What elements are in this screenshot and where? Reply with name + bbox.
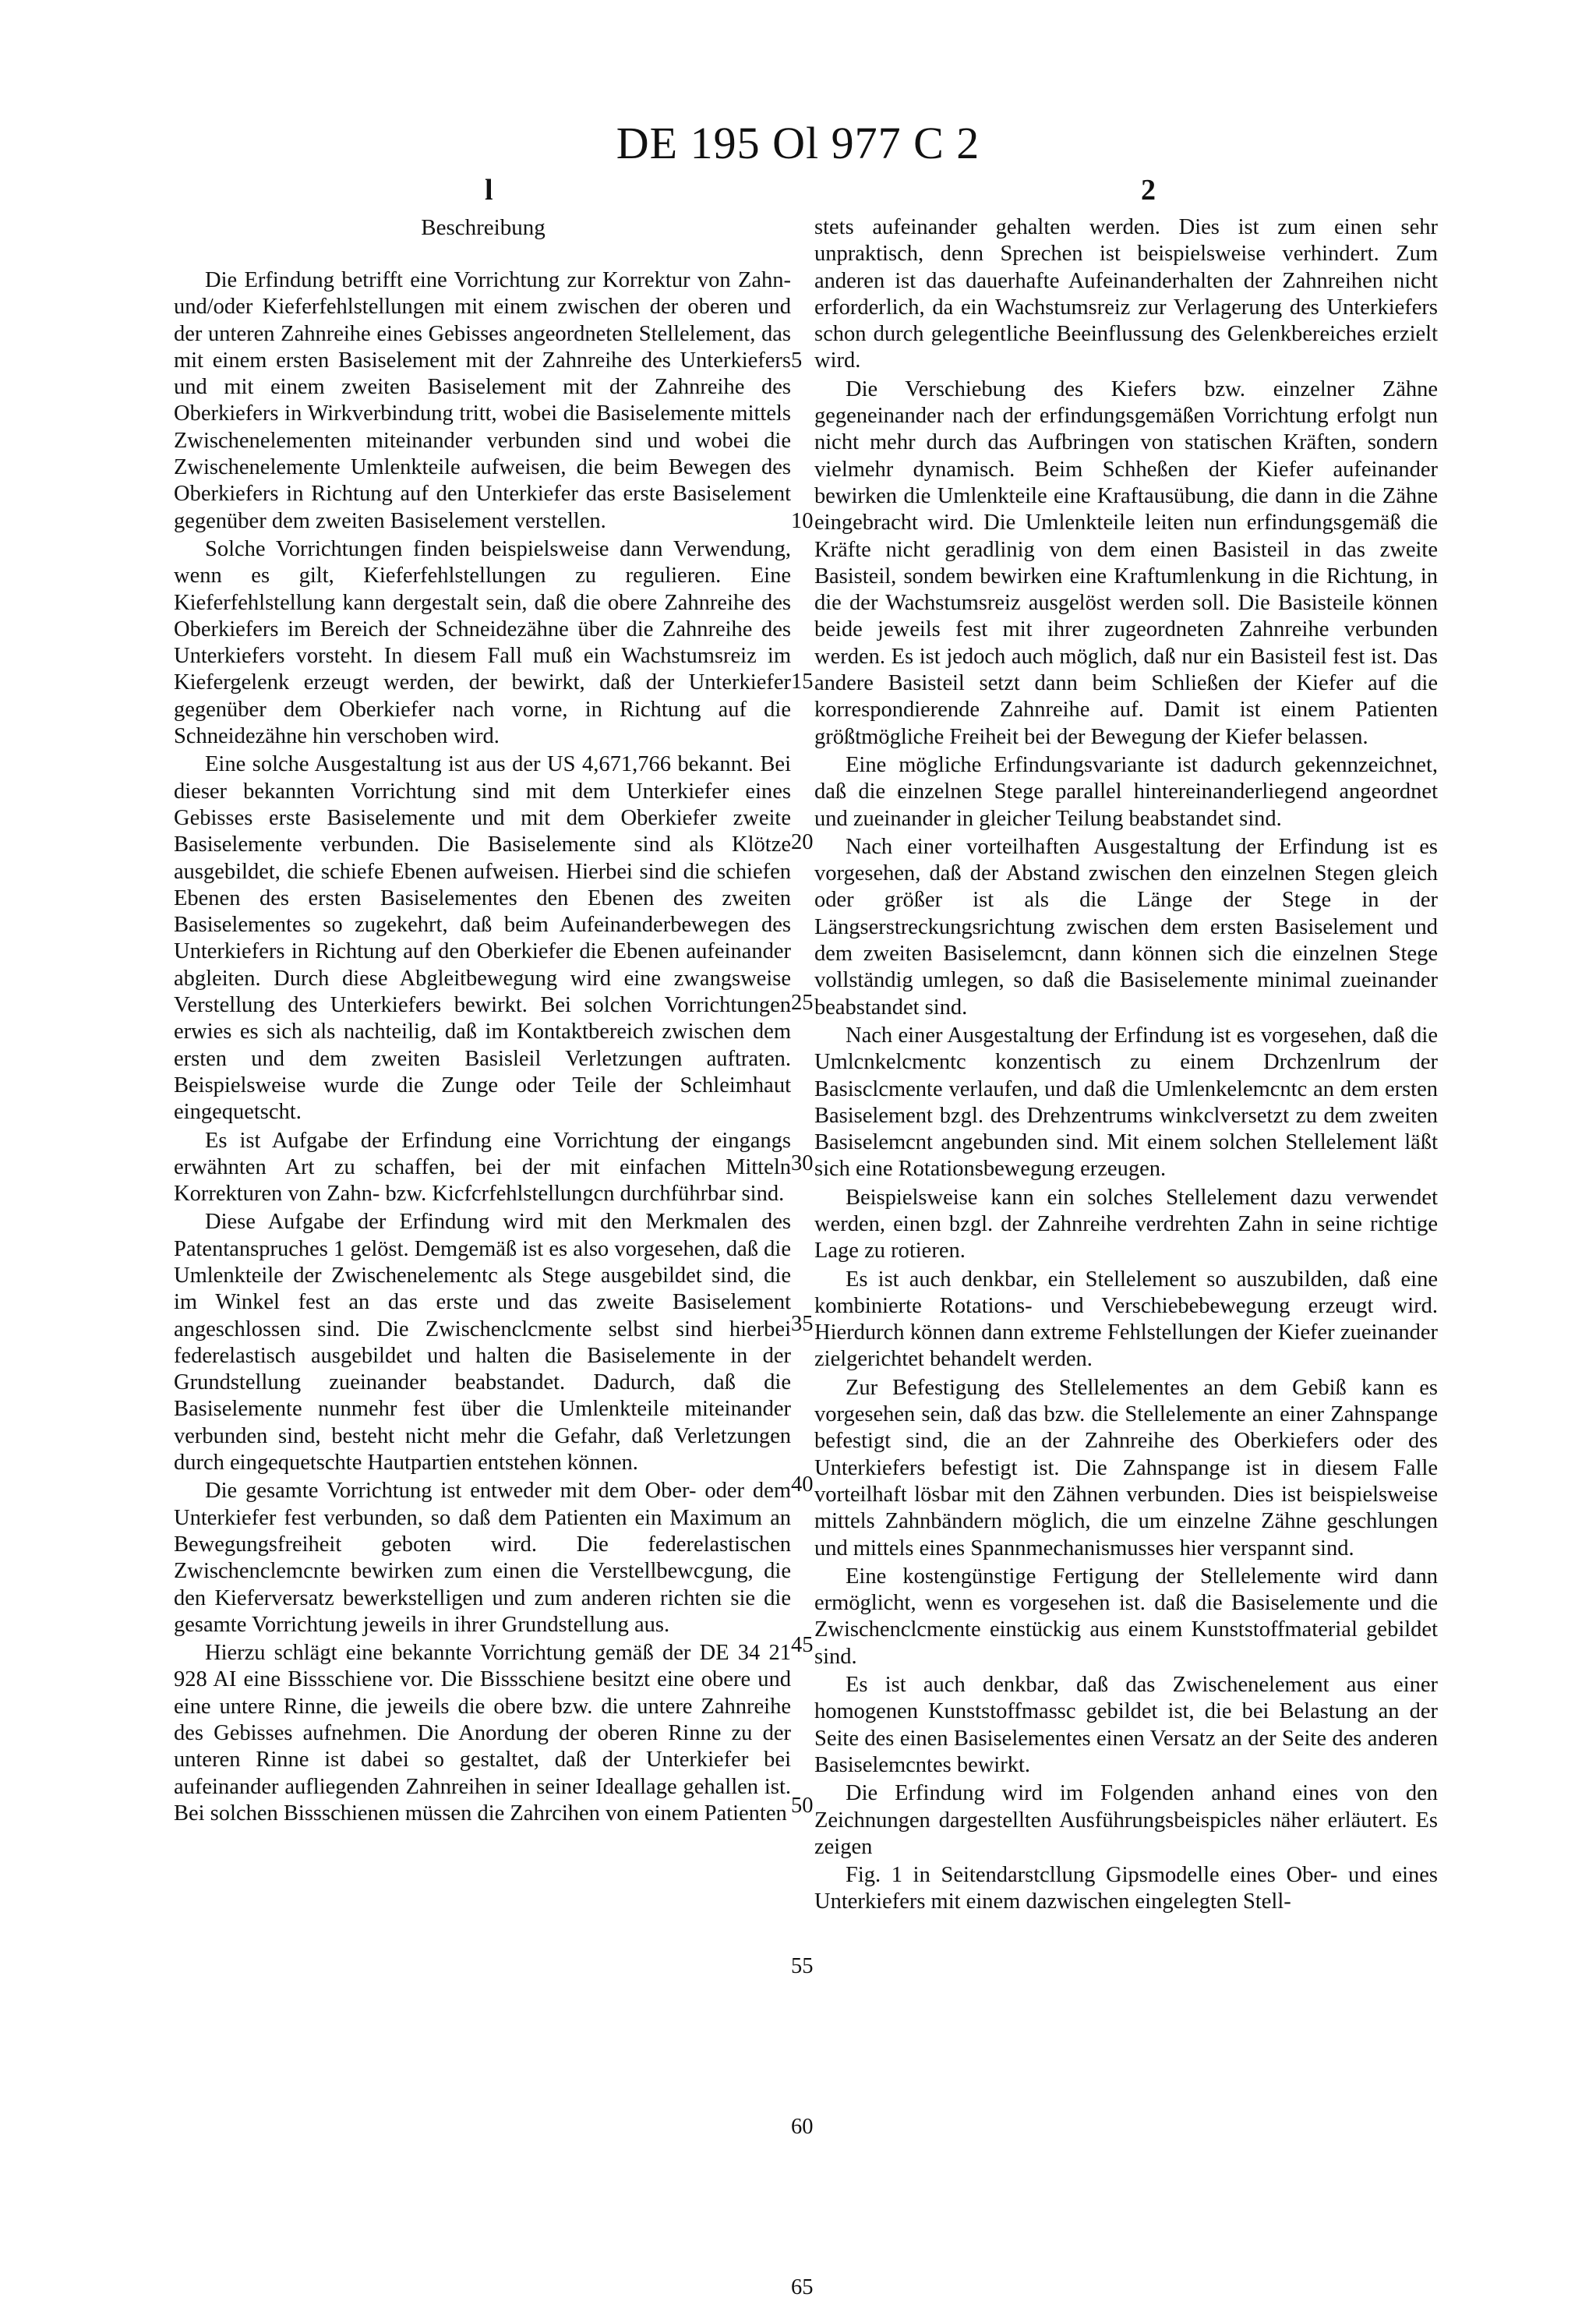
left-text-column [174,267,791,1829]
paragraph: Hierzu schlägt eine bekannte Vorrichtung gemäß der DE 34 21 928 AI eine Bissschiene vor. Die Bissschiene besitzt eine obere und eine untere Rinne, die jeweils die obere bzw. die untere Zahnreihe des Gebisses aufnehmen. Die Anordung der oberen Rinne zu der unteren Rinne ist dabei so gestaltet, daß der Unterkiefer bei aufeinander aufliegenden Zahnreihen in seiner Ideallage gehallen ist. Bei solchen Bissschienen müssen die Zahrcihen von einem Patienten [174,1641,791,1826]
paragraph: Beispielsweise kann ein solches Stellelement dazu verwendet werden, einen bzgl. der Zahnreihe verdrehten Zahn in seine richtige Lage zu rotieren. [814,1185,1438,1264]
line-number: 35 [791,1312,814,1336]
paragraph: Diese Aufgabe der Erfindung wird mit den Merkmalen des Patentanspruches 1 gelöst. Demgemäß ist es also vorgesehen, daß die Umlenkteile der Zwischenelementc als Stege ausgebildet sind, die im Winkel fest an das erste und das zweite Basiselement angeschlossen sind. Die Zwischenclcmente selbst sind hierbei federelastisch ausgebildet und halten die Basiselemente in der Grundstellung zueinander beabstandet. Dadurch, daß die Basiselemente nunmehr fest über die Umlenkteile miteinander verbunden sind, besteht nicht mehr die Gefahr, daß Verletzungen durch eingequetschte Hautpartien entstehen können. [174,1210,791,1476]
paragraph: Zur Befestigung des Stellelementes an dem Gebiß kann es vorgesehen sein, daß das bzw. die Stellelemente an einer Zahnspange befestigt sind, die an der Zahnreihe des Oberkiefers oder des Unterkiefers befestigt ist. Die Zahnspange ist in diesem Falle vorteilhaft lösbar mit den Zähnen verbunden. Dies ist beispielsweise mittels Zahnbändern möglich, die um einzelne Zähne geschlungen und mittels eines Spannmechanismusses hier verspannt sind. [814,1375,1438,1561]
paragraph: Nach einer vorteilhaften Ausgestaltung der Erfindung ist es vorgesehen, daß der Abstand zwischen den einzelnen Stegen gleich oder größer ist als die Länge der Stege in der Längserstreckungsrichtung zwischen dem ersten Basiselement und dem zweiten Basiselemcnt, dann können sich die einzelnen Stege vollständig umlegen, so daß die Basiselemente minimal zueinander beabstandet sind. [814,834,1438,1020]
paragraph: Die Verschiebung des Kiefers bzw. einzelner Zähne gegeneinander nach der erfindungsgemäßen Vorrichtung erfolgt nun nicht mehr durch das Aufbringen von statischen Kräften, sondern vielmehr dynamisch. Beim Schheßen der Kiefer aufeinander bewirken die Umlenkteile eine Kraftausübung, die dann in die Zähne eingebracht wird. Die Umlenkteile leiten nun erfindungsgemäß die Kräfte nicht geradlinig von dem einen Basisteil in das zweite Basisteil, sondem bewirken eine Kraftumlenkung in die Richtung, in die der Wachstumsreiz ausgelöst werden soll. Die Basisteile können beide jeweils fest mit ihrer zugeordneten Zahnreihe verbunden werden. Es ist jedoch auch möglich, daß nur ein Basisteil fest ist. Das andere Basisteil setzt dann beim Schließen der Kiefer auf die korrespondierende Zahnreihe auf. Damit ist einem Patienten größtmögliche Freiheit bei der Bewegung der Kiefer belassen. [814,376,1438,749]
paragraph: Die Erfindung betrifft eine Vorrichtung zur Korrektur von Zahn- und/oder Kieferfehlstellungen mit einem zwischen der oberen und der unteren Zahnreihe eines Gebisses angeordneten Stellelement, das mit einem ersten Basiselement mit der Zahnreihe des Unterkiefers und mit einem zweiten Basiselement mit der Zahnreihe des Oberkiefers in Wirkverbindung tritt, wobei die Basiselemente mittels Zwischenelementen miteinander verbunden sind und wobei die Zwischenelemente Umlenkteile aufweisen, die beim Bewegen des Oberkiefers in Richtung auf den Unterkiefer das erste Basiselement gegenüber dem zweiten Basiselement verstellen. [174,268,791,533]
line-number: 30 [791,1151,814,1175]
line-number: 65 [791,2275,814,2299]
right-column-number: 2 [1141,174,1156,207]
line-number: 55 [791,1954,814,1978]
paragraph: Es ist Aufgabe der Erfindung eine Vorrichtung der eingangs erwähnten Art zu schaffen, bei der mit einfachen Mitteln Korrekturen von Zahn- bzw. Kicfcrfehlstellungcn durchführbar sind. [174,1128,791,1207]
line-number: 60 [791,2115,814,2139]
paragraph: Eine solche Ausgestaltung ist aus der US 4,671,766 bekannt. Bei dieser bekannten Vorrichtung sind mit dem Unterkiefer eines Gebisses erste Basiselemente und mit dem Oberkiefer zweite Basiselemente verbunden. Die Basiselemente sind als Klötze ausgebildet, die schiefe Ebenen aufweisen. Hierbei sind die schiefen Ebenen des ersten Basiselementes den Ebenen des zweiten Basiselementes so zugekehrt, daß beim Aufeinanderbewegen des Unterkiefers in Richtung auf den Oberkiefer die Ebenen aufeinander abgleiten. Durch diese Abgleitbewegung wird eine zwangsweise Verstellung des Unterkiefers bewirkt. Bei solchen Vorrichtungen erwies es sich als nachteilig, daß im Kontaktbereich zwischen dem ersten und dem zweiten Basisleil Verletzungen auftraten. Beispielsweise wurde die Zunge oder Teile der Schleimhaut eingequetscht. [174,752,791,1125]
line-number: 45 [791,1633,814,1657]
paragraph: Nach einer Ausgestaltung der Erfindung ist es vorgesehen, daß die Umlcnkelcmentc konzentisch zu einem Drchzenlrum der Basisclcmente verlaufen, und daß die Umlenkelemcntc an dem ersten Basiselement bzgl. des Drehzentrums winkclversetzt zu dem zweiten Basiselemcnt angebunden sind. Mit einem solchen Stellelement läßt sich eine Rotationsbewegung erzeugen. [814,1023,1438,1182]
paragraph: Es ist auch denkbar, daß das Zwischenelement aus einer homogenen Kunststoffmassc gebildet ist, die bei Belastung an der Seite des einen Basiselementes einen Versatz an der Seite des anderen Basiselemcntes bewirkt. [814,1673,1438,1777]
document-number: DE 195 Ol 977 C 2 [616,118,980,168]
paragraph: Solche Vorrichtungen finden beispielsweise dann Verwendung, wenn es gilt, Kieferfehlstellungen zu regulieren. Eine Kieferfehlstellung kann dergestalt sein, daß die obere Zahnreihe des Oberkiefers im Bereich der Schneidezähne über die Zahnreihe des Unterkiefers vorsteht. In diesem Fall muß ein Wachstumsreiz im Kiefergelenk erzeugt werden, der bewirkt, daß der Unterkiefer gegenüber dem Oberkiefer nach vorne, in Richtung auf die Schneidezähne hin verschoben wird. [174,536,791,749]
paragraph: Die gesamte Vorrichtung ist entweder mit dem Ober- oder dem Unterkiefer fest verbunden, so daß dem Patienten ein Maximum an Bewegungsfreiheit geboten wird. Die federelastischen Zwischenclemcnte bewirken zum einen die Verstellbewcgung, die den Kieferversatz bewerkstelligen und zum anderen richten sie die gesamte Vorrichtung jeweils in ihrer Grundstellung aus. [174,1479,791,1637]
line-number: 5 [791,348,803,373]
section-heading: Beschreibung [421,215,546,240]
paragraph: Es ist auch denkbar, ein Stellelement so auszubilden, daß eine kombinierte Rotations- und Verschiebebewegung erzeugt wird. Hierdurch können dann extreme Fehlstellungen der Kiefer zueinander zielgerichtet behandelt werden. [814,1267,1438,1372]
paragraph: Die Erfindung wird im Folgenden anhand eines von den Zeichnungen dargestellten Ausführungsbeispicles näher erläutert. Es zeigen [814,1781,1438,1859]
line-number: 10 [791,509,814,533]
line-number: 25 [791,991,814,1015]
paragraph: Fig. 1 in Seitendarstcllung Gipsmodelle eines Ober- und eines Unterkiefers mit einem dazwischen eingelegten Stell- [814,1863,1438,1914]
paragraph: Eine kostengünstige Fertigung der Stellelemente wird dann ermöglicht, wenn es vorgesehen ist. daß die Basiselemente und die Zwischenclcmente einstückig aus einem Kunststoffmaterial gebildet sind. [814,1564,1438,1669]
right-text-column [814,214,1438,1917]
line-number: 40 [791,1472,814,1497]
line-number: 50 [791,1794,814,1818]
line-number: 15 [791,670,814,694]
paragraph: stets aufeinander gehalten werden. Dies ist zum einen sehr unpraktisch, denn Sprechen ist beispielsweise verhindert. Zum anderen ist das dauerhafte Aufeinanderhalten der Zahnreihen nicht erforderlich, da ein Wachstumsreiz zur Verlagerung des Unterkiefers schon durch gelegentliche Beeinflussung des Gelenkbereiches erzielt wird. [814,215,1438,373]
left-column-number: l [485,174,493,207]
paragraph: Eine mögliche Erfindungsvariante ist dadurch gekennzeichnet, daß die einzelnen Stege parallel hintereinanderliegend angeordnet und zueinander in gleicher Teilung beabstandet sind. [814,752,1438,831]
line-number: 20 [791,830,814,854]
